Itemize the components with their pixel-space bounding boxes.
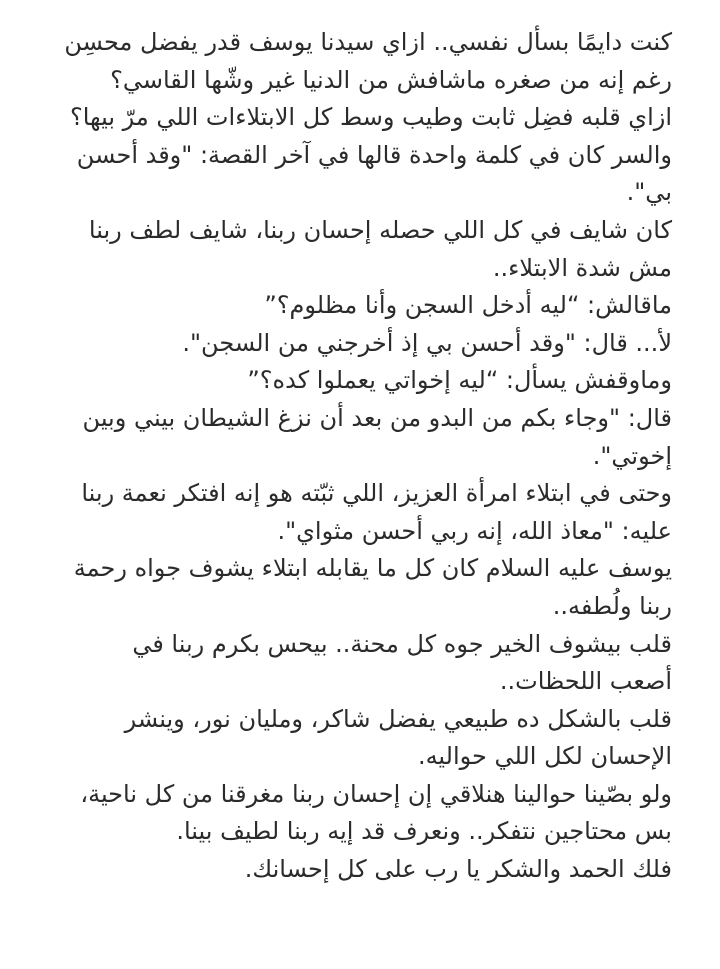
text-line: قلب بيشوف الخير جوه كل محنة.. بيحس بكرم ربنا في: [132, 629, 672, 658]
text-line: وماوقفش يسأل: “ليه إخواتي يعملوا كده؟”: [247, 366, 672, 395]
text-line: يوسف عليه السلام كان كل ما يقابله ابتلاء يشوف جواه رحمة: [73, 554, 672, 583]
text-line: لأ... قال: "وقد أحسن بي إذ أخرجني من السجن".: [182, 328, 672, 357]
text-line: والسر كان في كلمة واحدة قالها في آخر القصة: "وقد أحسن: [76, 140, 672, 169]
text-line: قلب بالشكل ده طبيعي يفضل شاكر، ومليان نور، وينشر: [124, 704, 672, 733]
text-line: مش شدة الابتلاء..: [492, 253, 672, 282]
text-line: ربنا ولُطفه..: [552, 591, 672, 620]
text-line: إخوتي".: [592, 441, 672, 470]
text-line: الإحسان لكل اللي حواليه.: [417, 742, 672, 771]
text-line: عليه: "معاذ الله، إنه ربي أحسن مثواي".: [277, 516, 672, 545]
text-line: رغم إنه من صغره ماشافش من الدنيا غير وشّها القاسي؟: [110, 65, 672, 94]
text-line: بي".: [626, 178, 672, 207]
text-line: أصعب اللحظات..: [499, 667, 672, 696]
document-body: [32, 24, 672, 889]
text-line: ولو بصّينا حوالينا هنلاقي إن إحسان ربنا مغرقنا من كل ناحية،: [80, 779, 672, 808]
text-line: كنت دايمًا بسأل نفسي.. ازاي سيدنا يوسف قدر يفضل محسِن: [64, 28, 672, 56]
text-line: كان شايف في كل اللي حصله إحسان ربنا، شايف لطف ربنا: [88, 215, 672, 244]
text-line: ازاي قلبه فضِل ثابت وطيب وسط كل الابتلاءات اللي مرّ بيها؟: [69, 103, 672, 132]
text-line: فلك الحمد والشكر يا رب على كل إحسانك.: [244, 855, 672, 884]
text-line: ماقالش: “ليه أدخل السجن وأنا مظلوم؟”: [264, 291, 672, 320]
text-line: وحتى في ابتلاء امرأة العزيز، اللي ثبّته هو إنه افتكر نعمة ربنا: [81, 479, 672, 508]
text-line: قال: "وجاء بكم من البدو من بعد أن نزغ الشيطان بيني وبين: [82, 403, 672, 432]
text-line: بس محتاجين نتفكر.. ونعرف قد إيه ربنا لطيف بينا.: [176, 817, 672, 846]
